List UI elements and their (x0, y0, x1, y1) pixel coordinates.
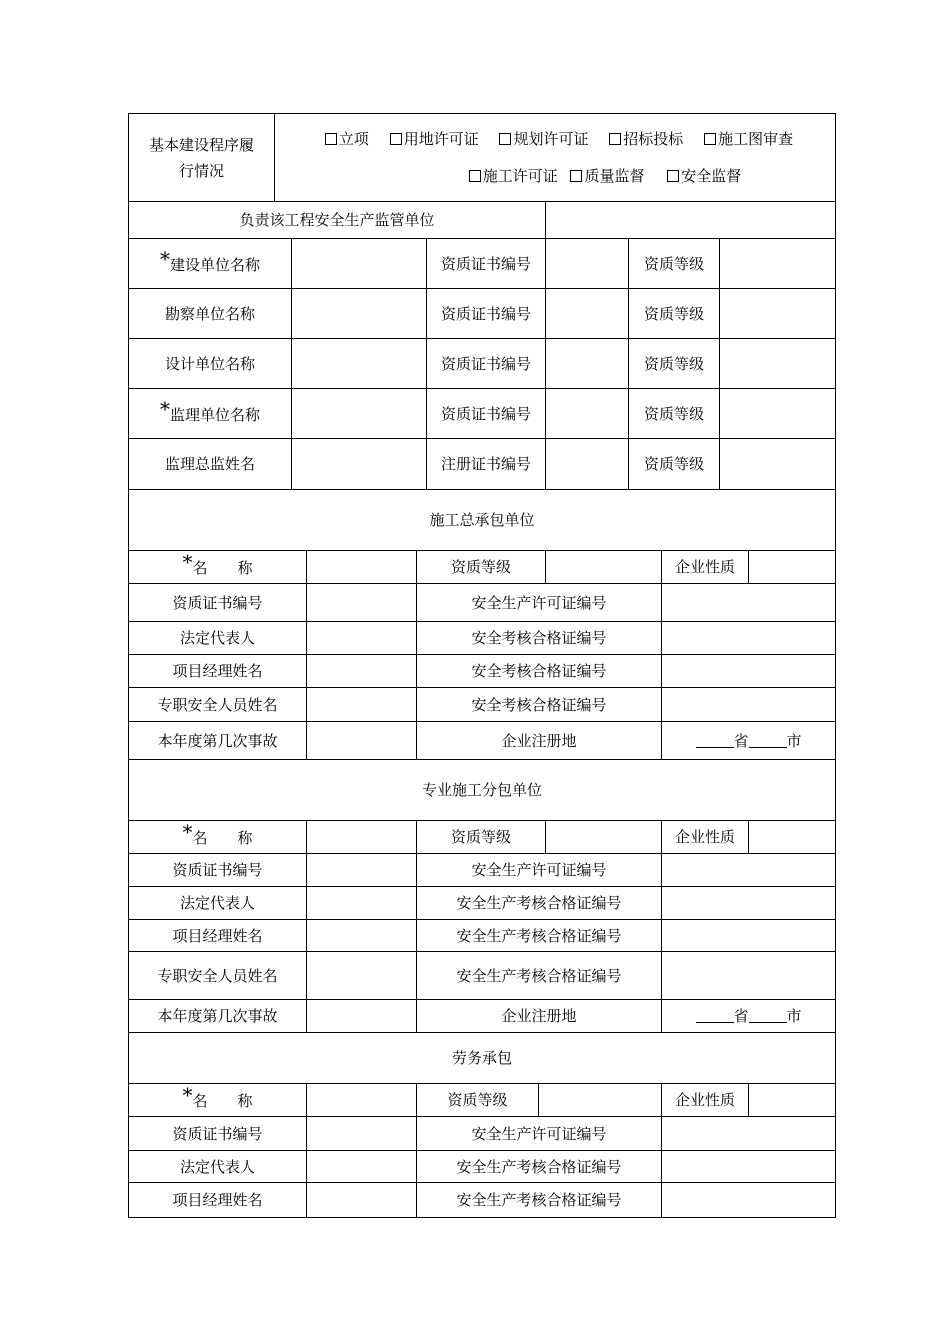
row-value[interactable] (307, 688, 417, 722)
required-star: * (182, 550, 193, 574)
row-right-value[interactable] (662, 622, 836, 655)
row-right-value[interactable] (662, 655, 836, 688)
grade-label: 资质等级 (629, 389, 720, 439)
table-row (129, 439, 836, 490)
row-value[interactable] (307, 1183, 417, 1218)
unit-label: 监理总监姓名 (129, 439, 292, 490)
cert-label: 资质证书编号 (427, 239, 546, 289)
row-value[interactable] (307, 622, 417, 655)
accident-value[interactable] (307, 1000, 417, 1033)
name-value[interactable] (307, 1084, 417, 1117)
row-right-label: 安全生产考核合格证编号 (417, 920, 662, 952)
cert-label: 资质证书编号 (427, 389, 546, 439)
nature-value[interactable] (749, 821, 836, 854)
procedure-row-1 (277, 121, 833, 158)
table-row (129, 1084, 836, 1117)
row-right-label: 安全考核合格证编号 (417, 688, 662, 722)
registration-value[interactable]: 省 市 (662, 1000, 836, 1033)
row-value[interactable] (307, 584, 417, 622)
table-row (129, 289, 836, 339)
registration-label: 企业注册地 (417, 722, 662, 760)
checkbox-quality-supervision[interactable]: 质量监督 (570, 158, 644, 195)
cert-value[interactable] (546, 439, 629, 490)
row-value[interactable] (307, 920, 417, 952)
name-label: *名 称 (129, 821, 307, 854)
grade-label: 资质等级 (629, 339, 720, 389)
row-label: 资质证书编号 (129, 854, 307, 887)
unit-label: 勘察单位名称 (129, 289, 292, 339)
cert-label: 资质证书编号 (427, 289, 546, 339)
name-value[interactable] (307, 551, 417, 584)
checkbox-icon (609, 133, 621, 145)
table-row (129, 952, 836, 1000)
grade-label: 资质等级 (417, 1084, 539, 1117)
general-contractor-table (128, 489, 836, 760)
procedure-row-2 (277, 158, 833, 195)
cert-label: 注册证书编号 (427, 439, 546, 490)
grade-value[interactable] (539, 1084, 662, 1117)
checkbox-bidding[interactable]: 招标投标 (609, 121, 683, 158)
unit-label: *监理单位名称 (129, 389, 292, 439)
table-row (129, 920, 836, 952)
row-right-label: 安全生产考核合格证编号 (417, 887, 662, 920)
row-value[interactable] (307, 655, 417, 688)
row-right-value[interactable] (662, 1151, 836, 1183)
table-row (129, 551, 836, 584)
cert-value[interactable] (546, 289, 629, 339)
table-row (129, 1117, 836, 1151)
row-right-label: 安全考核合格证编号 (417, 622, 662, 655)
checkbox-planning-permit[interactable]: 规划许可证 (499, 121, 588, 158)
row-right-value[interactable] (662, 887, 836, 920)
row-label: 专职安全人员姓名 (129, 688, 307, 722)
grade-value[interactable] (720, 389, 836, 439)
row-label: 专职安全人员姓名 (129, 952, 307, 1000)
row-label: 法定代表人 (129, 622, 307, 655)
cert-value[interactable] (546, 389, 629, 439)
required-star: * (159, 396, 170, 421)
row-right-label: 安全考核合格证编号 (417, 655, 662, 688)
nature-value[interactable] (749, 551, 836, 584)
checkbox-construction-permit[interactable]: 施工许可证 (469, 158, 558, 195)
row-value[interactable] (307, 887, 417, 920)
row-right-value[interactable] (662, 854, 836, 887)
sub-contractor-table (128, 759, 836, 1033)
row-label: 项目经理姓名 (129, 920, 307, 952)
nature-label: 企业性质 (662, 821, 749, 854)
unit-name-value[interactable] (292, 439, 427, 490)
checkbox-drawing-review[interactable]: 施工图审查 (704, 121, 793, 158)
table-row (129, 339, 836, 389)
row-value[interactable] (307, 1151, 417, 1183)
grade-label: 资质等级 (629, 439, 720, 490)
grade-value[interactable] (720, 239, 836, 289)
table-row (129, 389, 836, 439)
accident-label: 本年度第几次事故 (129, 722, 307, 760)
row-right-label: 安全生产许可证编号 (417, 1117, 662, 1151)
table-row (129, 688, 836, 722)
registration-label: 企业注册地 (417, 1000, 662, 1033)
accident-value[interactable] (307, 722, 417, 760)
row-label: 项目经理姓名 (129, 1183, 307, 1218)
row-right-label: 安全生产许可证编号 (417, 584, 662, 622)
row-value[interactable] (307, 952, 417, 1000)
province-blank[interactable] (696, 733, 734, 748)
supervision-unit-value[interactable] (546, 202, 836, 239)
row-right-value[interactable] (662, 1117, 836, 1151)
row-label: 资质证书编号 (129, 584, 307, 622)
grade-label: 资质等级 (417, 551, 546, 584)
checkbox-land-permit[interactable]: 用地许可证 (390, 121, 479, 158)
procedure-checkbox-group (275, 114, 836, 202)
procedure-label: 基本建设程序履行情况 (129, 114, 275, 202)
grade-value[interactable] (720, 339, 836, 389)
row-right-label: 安全生产考核合格证编号 (417, 1183, 662, 1218)
table-row (129, 239, 836, 289)
cert-value[interactable] (546, 339, 629, 389)
row-right-value[interactable] (662, 688, 836, 722)
labor-table (128, 1032, 836, 1218)
nature-label: 企业性质 (662, 1084, 749, 1117)
row-right-value[interactable] (662, 1183, 836, 1218)
checkbox-icon (570, 170, 582, 182)
nature-label: 企业性质 (662, 551, 749, 584)
unit-name-value[interactable] (292, 289, 427, 339)
table-row (129, 722, 836, 760)
row-right-label: 安全生产许可证编号 (417, 854, 662, 887)
table-row (129, 1183, 836, 1218)
name-label: *名 称 (129, 551, 307, 584)
grade-value[interactable] (546, 821, 662, 854)
checkbox-icon (499, 133, 511, 145)
unit-name-value[interactable] (292, 339, 427, 389)
table-row (129, 584, 836, 622)
accident-label: 本年度第几次事故 (129, 1000, 307, 1033)
row-value[interactable] (307, 854, 417, 887)
grade-label: 资质等级 (629, 289, 720, 339)
city-blank[interactable] (749, 1008, 787, 1023)
checkbox-icon (325, 133, 337, 145)
required-star: * (159, 246, 170, 271)
table-row (129, 854, 836, 887)
row-label: 项目经理姓名 (129, 655, 307, 688)
procedure-table (128, 113, 836, 202)
unit-name-value[interactable] (292, 389, 427, 439)
row-label: 资质证书编号 (129, 1117, 307, 1151)
grade-value[interactable] (720, 289, 836, 339)
grade-value[interactable] (546, 551, 662, 584)
table-row (129, 1000, 836, 1033)
row-right-label: 安全生产考核合格证编号 (417, 1151, 662, 1183)
row-right-value[interactable] (662, 584, 836, 622)
table-row (129, 655, 836, 688)
row-right-value[interactable] (662, 952, 836, 1000)
checkbox-project-approval[interactable]: 立项 (325, 121, 369, 158)
province-blank[interactable] (696, 1008, 734, 1023)
registration-value[interactable]: 省 市 (662, 722, 836, 760)
checkbox-icon (469, 170, 481, 182)
unit-name-value[interactable] (292, 239, 427, 289)
checkbox-icon (390, 133, 402, 145)
city-blank[interactable] (749, 733, 787, 748)
cert-label: 资质证书编号 (427, 339, 546, 389)
unit-label: 设计单位名称 (129, 339, 292, 389)
nature-value[interactable] (749, 1084, 836, 1117)
row-label: 法定代表人 (129, 1151, 307, 1183)
name-value[interactable] (307, 821, 417, 854)
table-row (129, 622, 836, 655)
table-row (129, 887, 836, 920)
table-row (129, 821, 836, 854)
units-table (128, 201, 836, 490)
required-star: * (182, 1083, 193, 1107)
checkbox-icon (667, 170, 679, 182)
cert-value[interactable] (546, 239, 629, 289)
grade-value[interactable] (720, 439, 836, 490)
grade-label: 资质等级 (629, 239, 720, 289)
required-star: * (182, 820, 193, 844)
row-label: 法定代表人 (129, 887, 307, 920)
supervision-unit-label: 负责该工程安全生产监管单位 (129, 202, 546, 239)
section-title: 施工总承包单位 (129, 490, 836, 551)
row-value[interactable] (307, 1117, 417, 1151)
row-right-value[interactable] (662, 920, 836, 952)
section-title: 劳务承包 (129, 1033, 836, 1084)
unit-label: *建设单位名称 (129, 239, 292, 289)
section-title: 专业施工分包单位 (129, 760, 836, 821)
grade-label: 资质等级 (417, 821, 546, 854)
safety-report-form (128, 113, 835, 1218)
checkbox-icon (704, 133, 716, 145)
name-label: *名 称 (129, 1084, 307, 1117)
row-right-label: 安全生产考核合格证编号 (417, 952, 662, 1000)
table-row (129, 1151, 836, 1183)
checkbox-safety-supervision[interactable]: 安全监督 (667, 158, 741, 195)
